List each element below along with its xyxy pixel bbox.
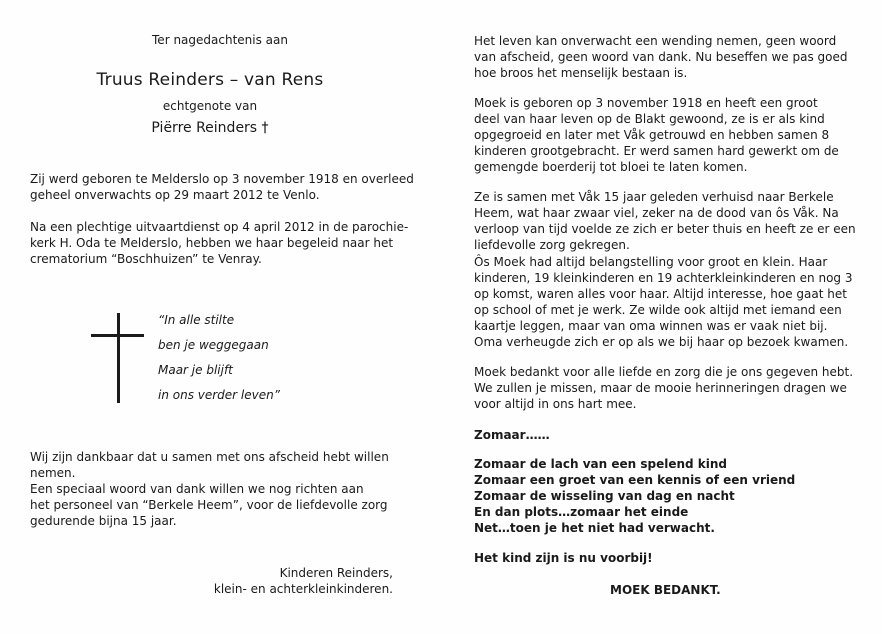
signature-line: Kinderen Reinders, xyxy=(279,566,393,580)
spouse-name: Piërre Reinders † xyxy=(151,120,269,136)
thanks-paragraph xyxy=(30,449,430,481)
text-line: hoe broos het menselijk bestaan is. xyxy=(474,66,688,80)
text-line: gemengde boerderij tot bloei te laten komen. xyxy=(474,160,748,174)
text-line: crematorium “Boschhuizen” te Venray. xyxy=(30,252,262,266)
text-line: kerk H. Oda te Melderslo, hebben we haar begeleid naar het xyxy=(30,236,394,250)
zomaar-title: Zomaar…… xyxy=(474,428,550,442)
paragraph-4 xyxy=(474,254,874,350)
text-line: kinderen grootgebracht. Er werd samen hard gewerkt om de xyxy=(474,144,839,158)
text-line: gedurende bijna 15 jaar. xyxy=(30,514,177,528)
text-line: Een speciaal woord van dank willen we nog richten aan xyxy=(30,482,364,496)
text-line: het personeel van “Berkele Heem”, voor de liefdevolle zorg xyxy=(30,498,388,512)
text-line: op komst, waren alles voor haar. Altijd interesse, hoe gaat het xyxy=(474,287,847,301)
text-line: Heem, wat haar zwaar viel, zeker na de dood van ôs Våk. Na xyxy=(474,206,839,220)
text-line: opgegroeid en later met Våk getrouwd en hebben samen 8 xyxy=(474,128,830,142)
text-line: voor altijd in ons hart mee. xyxy=(474,397,637,411)
text-line: Moek bedankt voor alle liefde en zorg die je ons gegeven hebt. xyxy=(474,365,854,379)
cross-icon xyxy=(117,313,120,403)
text-line: verloop van tijd voelde ze zich er beter thuis en heeft ze er een xyxy=(474,222,856,236)
text-line: nemen. xyxy=(30,466,76,480)
special-thanks-paragraph xyxy=(30,481,430,529)
text-line: kaartje leggen, maar van oma winnen was er vaak niet bij. xyxy=(474,319,828,333)
zomaar-line: Net…toen je het niet had verwacht. xyxy=(474,521,715,535)
poem xyxy=(158,308,398,408)
text-line: Wij zijn dankbaar dat u samen met ons afscheid hebt willen xyxy=(30,450,389,464)
paragraph-1 xyxy=(474,33,874,81)
intro-text: Ter nagedachtenis aan xyxy=(152,33,288,47)
signature-line: klein- en achterkleinkinderen. xyxy=(213,582,393,596)
poem-line: Maar je blijft xyxy=(158,363,233,377)
text-line: Na een plechtige uitvaartdienst op 4 april 2012 in de parochie- xyxy=(30,220,409,234)
text-line: Ze is samen met Våk 15 jaar geleden verhuisd naar Berkele xyxy=(474,190,834,204)
zomaar-line: Zomaar de wisseling van dag en nacht xyxy=(474,489,735,503)
paragraph-5 xyxy=(474,364,874,412)
text-line: deel van haar leven op de Blakt gewoond, ze is er als kind xyxy=(474,112,825,126)
text-line: We zullen je missen, maar de mooie herinneringen dragen we xyxy=(474,381,847,395)
text-line: Zij werd geboren te Melderslo op 3 november 1918 en overleed xyxy=(30,172,414,186)
text-line: Het leven kan onverwacht een wending nemen, geen woord xyxy=(474,34,837,48)
poem-line: “In alle stilte xyxy=(158,313,235,327)
spouse-label: echtgenote van xyxy=(162,99,258,113)
text-line: Ôs Moek had altijd belangstelling voor groot en klein. Haar xyxy=(474,255,828,269)
text-line: kinderen, 19 kleinkinderen en 19 achterkleinkinderen en nog 3 xyxy=(474,271,853,285)
text-line: liefdevolle zorg gekregen. xyxy=(474,238,630,252)
poem-line: in ons verder leven” xyxy=(158,388,280,402)
cross-icon-bar xyxy=(91,334,144,337)
zomaar-line: Zomaar een groet van een kennis of een vriend xyxy=(474,473,796,487)
closing-line: Het kind zijn is nu voorbij! xyxy=(474,551,653,565)
zomaar-poem xyxy=(474,456,874,536)
paragraph-3 xyxy=(474,189,874,253)
text-line: op school of met je werk. Ze wilde ook altijd met iemand een xyxy=(474,303,842,317)
text-line: geheel onverwachts op 29 maart 2012 te Venlo. xyxy=(30,188,320,202)
service-paragraph xyxy=(30,219,430,267)
paragraph-2 xyxy=(474,95,874,175)
birth-death-paragraph xyxy=(30,171,430,203)
text-line: Oma verheugde zich er op als we bij haar op bezoek kwamen. xyxy=(474,335,849,349)
text-line: Moek is geboren op 3 november 1918 en heeft een groot xyxy=(474,96,818,110)
deceased-name: Truus Reinders – van Rens xyxy=(96,70,324,90)
zomaar-line: En dan plots…zomaar het einde xyxy=(474,505,689,519)
poem-line: ben je weggegaan xyxy=(158,338,269,352)
zomaar-line: Zomaar de lach van een spelend kind xyxy=(474,457,727,471)
final-thanks: MOEK BEDANKT. xyxy=(610,583,721,597)
signature xyxy=(214,565,393,597)
text-line: van afscheid, geen woord van dank. Nu beseffen we pas goed xyxy=(474,50,848,64)
